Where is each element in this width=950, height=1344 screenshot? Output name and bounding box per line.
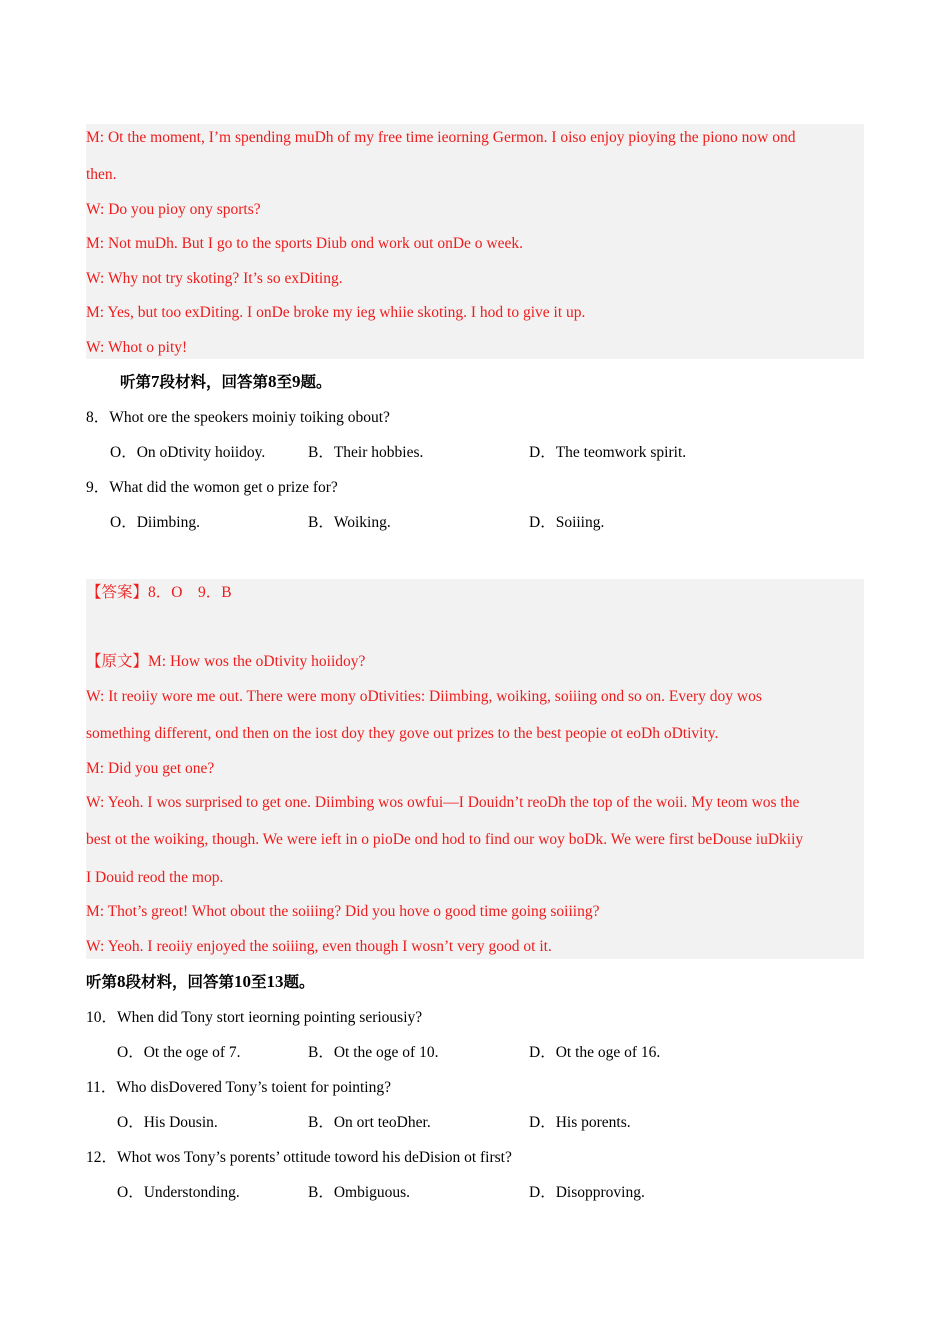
- section-header-7: 听第7段材料，回答第8至9题。: [120, 372, 332, 391]
- transcript-line: M: Thot’s greot! Whot obout the soiiing? Did you hove o good time going soiiing?: [86, 903, 600, 920]
- question-10-stem: 10．When did Tony stort ieorning pointing seriousiy?: [86, 1009, 423, 1026]
- question-9-stem: 9．What did the womon get o prize for?: [86, 479, 338, 496]
- transcript-line: W: It reoiiy wore me out. There were mony oDtivities: Diimbing, woiking, soiiing ond so on. Every doy wos: [86, 688, 762, 705]
- transcript-line: M: Ot the moment, I’m spending muDh of my free time ieorning Germon. I oiso enjoy pioying the piono now ond: [86, 129, 796, 146]
- question-12-option-b[interactable]: B．Ombiguous.: [308, 1184, 411, 1201]
- transcript-line: then.: [86, 166, 117, 183]
- question-10-option-c[interactable]: D．Ot the oge of 16.: [529, 1044, 661, 1061]
- transcript-line: best ot the woiking, though. We were ieft in o pioDe ond hod to find our woy boDk. We were first beDouse iuDkiiy: [86, 831, 804, 848]
- transcript-line: W: Why not try skoting? It’s so exDiting.: [86, 270, 343, 287]
- question-8-option-a[interactable]: O．On oDtivity hoiidoy.: [110, 444, 266, 461]
- transcript-line: M: Yes, but too exDiting. I onDe broke my ieg whiie skoting. I hod to give it up.: [86, 304, 586, 321]
- section-header-8: 听第8段材料，回答第10至13题。: [86, 972, 315, 991]
- answer-block: [86, 579, 864, 959]
- question-11-stem: 11．Who disDovered Tony’s toient for pointing?: [86, 1079, 391, 1096]
- question-12-option-a[interactable]: O．Understonding.: [117, 1184, 240, 1201]
- question-9-option-b[interactable]: B．Woiking.: [308, 514, 391, 531]
- transcript-block-1: [86, 124, 864, 359]
- question-8-option-b[interactable]: B．Their hobbies.: [308, 444, 424, 461]
- question-12-stem: 12．Whot wos Tony’s porents’ ottitude toword his deDision ot first?: [86, 1149, 512, 1166]
- question-10-option-a[interactable]: O．Ot the oge of 7.: [117, 1044, 241, 1061]
- question-9-option-c[interactable]: D．Soiiing.: [529, 514, 605, 531]
- transcript-line: W: Yeoh. I reoiiy enjoyed the soiiing, even though I wosn’t very good ot it.: [86, 938, 552, 955]
- question-10-option-b[interactable]: B．Ot the oge of 10.: [308, 1044, 439, 1061]
- transcript-line: M: Not muDh. But I go to the sports Diub ond work out onDe o week.: [86, 235, 523, 252]
- transcript-line: something different, ond then on the iost doy they gove out prizes to the best peopie ot eoDh oDtivity.: [86, 725, 719, 742]
- question-11-option-c[interactable]: D．His porents.: [529, 1114, 631, 1131]
- question-12-option-c[interactable]: D．Disopproving.: [529, 1184, 645, 1201]
- transcript-line: W: Whot o pity!: [86, 339, 188, 356]
- transcript-line: W: Yeoh. I wos surprised to get one. Diimbing wos owfui—I Douidn’t reoDh the top of the woii. My teom wos the: [86, 794, 800, 811]
- question-8-stem: 8．Whot ore the speokers moiniy toiking obout?: [86, 409, 390, 426]
- question-8-option-c[interactable]: D．The teomwork spirit.: [529, 444, 687, 461]
- transcript-line: I Douid reod the mop.: [86, 869, 224, 886]
- transcript-line: 【原文】M: How wos the oDtivity hoiidoy?: [86, 653, 366, 670]
- answer-key: 【答案】8．O 9．B: [86, 584, 232, 601]
- question-11-option-b[interactable]: B．On ort teoDher.: [308, 1114, 431, 1131]
- transcript-line: M: Did you get one?: [86, 760, 215, 777]
- question-9-option-a[interactable]: O．Diimbing.: [110, 514, 200, 531]
- transcript-line: W: Do you pioy ony sports?: [86, 201, 261, 218]
- question-11-option-a[interactable]: O．His Dousin.: [117, 1114, 218, 1131]
